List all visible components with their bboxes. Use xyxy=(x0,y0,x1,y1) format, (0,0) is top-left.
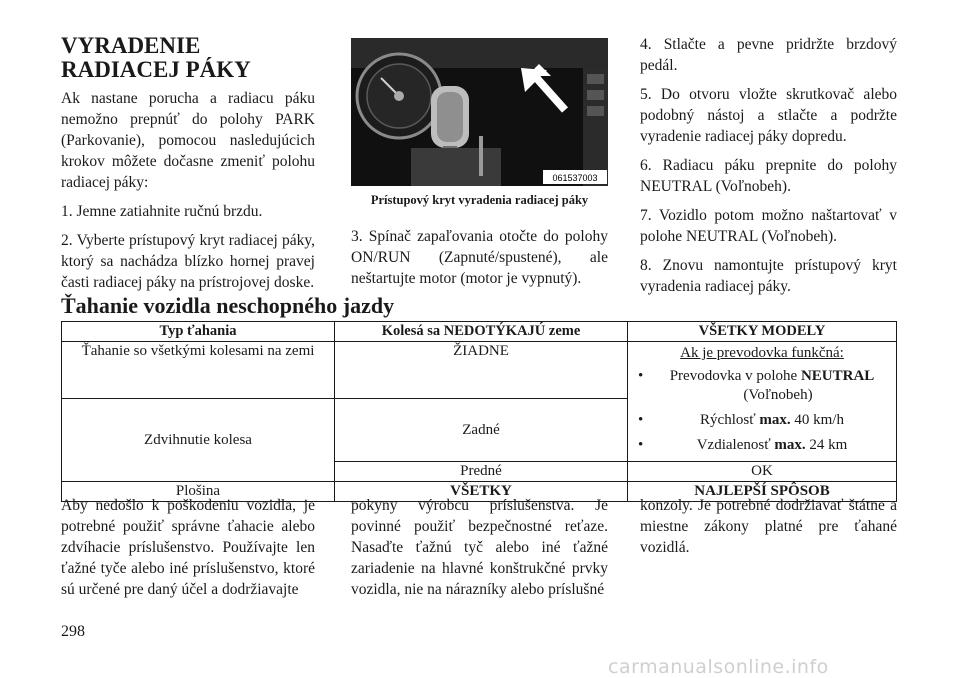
step-6: 6. Radiacu páku prepnite do polohy NEUTRAL (Voľnobeh). xyxy=(640,157,897,195)
table-title: Ťahanie vozidla neschopného jazdy xyxy=(61,293,395,318)
cell-models: NAJLEPŠÍ SPÔSOB xyxy=(628,482,897,502)
column-middle xyxy=(351,226,608,297)
step-8: 8. Znovu namontujte prístupový kryt vyradenia radiacej páky. xyxy=(640,257,897,295)
cell-requirements xyxy=(628,342,897,462)
towing-table xyxy=(61,321,897,502)
step-4: 4. Stlačte a pevne pridržte brzdový pedál. xyxy=(640,36,897,74)
cell-wheels: VŠETKY xyxy=(335,482,628,502)
cell-tow-type: Ťahanie so všetkými kolesami na zemi xyxy=(62,342,335,399)
header-wheels-off-ground: Kolesá sa NEDOTÝKAJÚ zeme xyxy=(335,322,628,342)
requirements-heading: Ak je prevodovka funkčná: xyxy=(680,345,844,361)
requirements-list xyxy=(632,367,892,455)
cell-models: OK xyxy=(628,462,897,482)
bottom-paragraph-1: Aby nedošlo k poškodeniu vozidla, je potrebné použiť správne ťahacie alebo zdvíhacie príslušenstvo. Používajte len ťažné tyče alebo iné príslušenstvo, ktoré sú určené pre daný účel a dodržiavajte xyxy=(61,497,315,598)
requirement-gear: • Prevodovka v polohe NEUTRAL (Voľnobeh) xyxy=(638,368,875,403)
header-all-models: VŠETKY MODELY xyxy=(628,322,897,342)
cell-wheels: ŽIADNE xyxy=(335,342,628,399)
step-5: 5. Do otvoru vložte skrutkovač alebo podobný nástoj a stlačte a podržte vyradenie radiacej páky dopredu. xyxy=(640,86,897,145)
column-left xyxy=(61,34,315,301)
figure-caption: Prístupový kryt vyradenia radiacej páky xyxy=(370,193,589,207)
bullet-icon: • xyxy=(638,412,644,428)
requirement-distance: • Vzdialenosť max. 24 km xyxy=(638,437,848,453)
step-2: 2. Vyberte prístupový kryt radiacej páky, ktorý sa nachádza blízko hornej pravej časti radiacej páky na prístrojovej doske. xyxy=(61,232,315,291)
bullet-icon: • xyxy=(638,368,644,384)
shifter-illustration xyxy=(351,38,608,186)
table-header-row xyxy=(62,322,897,342)
bottom-paragraph-3: konzoly. Je potrebné dodržiavať štátne a miestne zákony platné pre ťahané vozidlá. xyxy=(640,497,897,556)
cell-tow-type: Plošina xyxy=(62,482,335,502)
shifter-photo xyxy=(351,38,608,186)
step-3: 3. Spínač zapaľovania otočte do polohy ON/RUN (Zapnuté/spustené), ale neštartujte motor (motor je vypnutý). xyxy=(351,228,608,287)
bullet-icon: • xyxy=(638,437,644,453)
bottom-paragraph-2: pokyny výrobcu príslušenstva. Je povinné použiť bezpečnostné reťaze. Nasaďte ťažnú tyč alebo iné ťažné zariadenie na hlavné konštrukčné prvky vozidla, nie na nárazníky alebo príslušné xyxy=(351,497,608,598)
cell-tow-type: Zdvihnutie kolesa xyxy=(62,399,335,482)
cell-wheels: Zadné xyxy=(335,399,628,462)
page-number: 298 xyxy=(61,623,85,640)
intro-paragraph: Ak nastane porucha a radiacu páku nemožno prepnúť do polohy PARK (Parkovanie), pomocou nasledujúcich krokov môžete dočasne zmeniť polohu radiacej páky: xyxy=(61,90,315,191)
requirement-speed: • Rýchlosť max. 40 km/h xyxy=(638,412,844,428)
table-row xyxy=(62,342,897,399)
figure-code: 061537003 xyxy=(552,173,598,183)
step-1: 1. Jemne zatiahnite ručnú brzdu. xyxy=(61,203,263,220)
header-tow-type: Typ ťahania xyxy=(62,322,335,342)
watermark: carmanualsonline.info xyxy=(608,656,829,678)
column-right xyxy=(640,34,897,305)
section-title: VYRADENIE RADIACEJ PÁKY xyxy=(61,33,251,82)
step-7: 7. Vozidlo potom možno naštartovať v polohe NEUTRAL (Voľnobeh). xyxy=(640,207,897,245)
cell-wheels: Predné xyxy=(335,462,628,482)
